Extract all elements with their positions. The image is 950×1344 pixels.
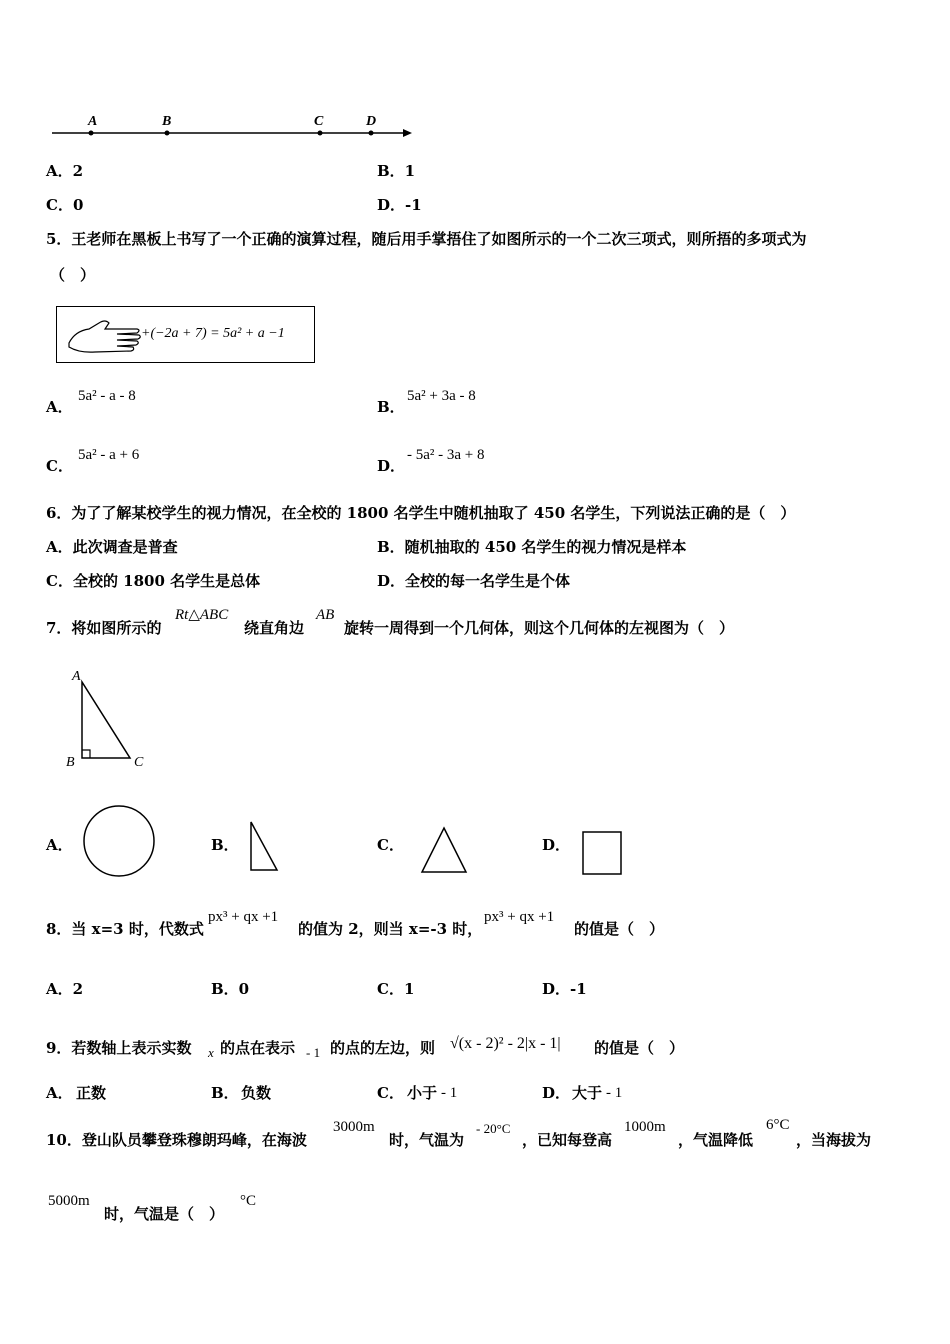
- q7-letter-a: A．: [46, 836, 73, 854]
- q5-letter-b: B．: [377, 398, 405, 416]
- q9-stem-a: 9．若数轴上表示实数: [46, 1039, 192, 1057]
- point-d-label: D: [366, 114, 377, 129]
- q9-option-c-value: - 1: [441, 1085, 458, 1101]
- q7-label-c: C: [134, 755, 144, 770]
- q9-stem-b: 的点在表示: [220, 1039, 296, 1057]
- q8-option-d: D．-1: [542, 980, 587, 998]
- q10-stem-c: ，已知每登高: [522, 1131, 613, 1149]
- q7-stem-a: 7．将如图所示的: [46, 619, 162, 637]
- q10-unit: °C: [240, 1193, 257, 1209]
- q7-ab: AB: [316, 607, 335, 623]
- q7-option-b-right-triangle: [249, 820, 281, 874]
- q6-option-d: D．全校的每一名学生是个体: [377, 572, 571, 590]
- q5-letter-a: A．: [46, 398, 73, 416]
- q7-stem-b: 绕直角边: [244, 619, 305, 637]
- hand-icon: [65, 313, 145, 357]
- q5-option-a: 5a² - a - 8: [78, 388, 136, 404]
- q10-stem-f: 时，气温是（ ）: [104, 1205, 225, 1223]
- q10-stem-b: 时，气温为: [389, 1131, 465, 1149]
- q9-letter-b: B．: [211, 1084, 239, 1102]
- q9-option-b: 负数: [241, 1084, 272, 1102]
- q4-option-a: A．2: [46, 162, 84, 180]
- q4-option-b: B．1: [377, 162, 416, 180]
- q9-letter-a: A．: [46, 1084, 73, 1102]
- q10-stem-a: 10．登山队员攀登珠穆朗玛峰，在海波: [46, 1131, 307, 1149]
- q5-option-d: - 5a² - 3a + 8: [407, 447, 485, 463]
- q7-rt-abc: Rt△ABC: [175, 607, 229, 623]
- q5-option-c: 5a² - a + 6: [78, 447, 140, 463]
- q10-temperature: - 20°C: [476, 1121, 511, 1136]
- point-c-label: C: [314, 114, 324, 129]
- q9-x: x: [208, 1045, 214, 1060]
- q9-option-d: 大于: [572, 1084, 603, 1102]
- q5-letter-c: C．: [46, 457, 73, 475]
- point-a-label: A: [88, 114, 98, 129]
- number-line-figure: [50, 112, 420, 142]
- q7-letter-d: D．: [542, 836, 571, 854]
- q6-option-b: B．随机抽取的 450 名学生的视力情况是样本: [377, 538, 687, 556]
- q8-stem-b: 的值为 2，则当 x=-3 时，: [298, 920, 483, 938]
- q7-option-a-circle: [82, 804, 156, 878]
- q7-label-a: A: [72, 669, 81, 684]
- q7-option-c-triangle: [420, 826, 470, 876]
- q6-option-c: C．全校的 1800 名学生是总体: [46, 572, 261, 590]
- q9-letter-c: C．: [377, 1084, 404, 1102]
- q8-expr-1: px³ + qx +1: [208, 909, 279, 925]
- q9-option-d-value: - 1: [606, 1085, 623, 1101]
- q10-stem-d: ，气温降低: [678, 1131, 754, 1149]
- q8-option-a: A．2: [46, 980, 84, 998]
- q10-altitude-2: 1000m: [624, 1119, 666, 1135]
- q9-stem-d: 的值是（ ）: [594, 1039, 685, 1057]
- q5-option-b: 5a² + 3a - 8: [407, 388, 476, 404]
- q10-altitude-1: 3000m: [333, 1119, 375, 1135]
- q8-expr-2: px³ + qx +1: [484, 909, 555, 925]
- q10-temp-drop: 6°C: [766, 1117, 790, 1133]
- q5-stem: 5．王老师在黑板上书写了一个正确的演算过程，随后用手掌捂住了如图所示的一个二次三项式，则所捂的多项式为: [46, 230, 807, 248]
- q6-option-a: A．此次调查是普查: [46, 538, 178, 556]
- q7-letter-c: C．: [377, 836, 404, 854]
- q7-option-d-square: [582, 830, 624, 876]
- q9-option-a: 正数: [76, 1084, 107, 1102]
- q10-altitude-3: 5000m: [48, 1193, 90, 1209]
- q9-stem-c: 的点的左边，则: [330, 1039, 436, 1057]
- q8-option-c: C．1: [377, 980, 415, 998]
- point-b-label: B: [162, 114, 172, 129]
- q9-option-c: 小于: [407, 1084, 438, 1102]
- q6-stem: 6．为了了解某校学生的视力情况，在全校的 1800 名学生中随机抽取了 450 名学生，下列说法正确的是（ ）: [46, 504, 796, 522]
- q4-option-c: C．0: [46, 196, 84, 214]
- q9-letter-d: D．: [542, 1084, 571, 1102]
- q5-figure: [56, 306, 315, 363]
- q5-letter-d: D．: [377, 457, 406, 475]
- q7-label-b: B: [66, 755, 75, 770]
- q7-stem-c: 旋转一周得到一个几何体，则这个几何体的左视图为（ ）: [344, 619, 735, 637]
- q7-letter-b: B．: [211, 836, 239, 854]
- q4-option-d: D．-1: [377, 196, 422, 214]
- q8-stem-c: 的值是（ ）: [574, 920, 665, 938]
- q5-figure-formula: +(−2a + 7) = 5a² + a −1: [141, 326, 285, 341]
- q9-expression: √(x - 2)² - 2|x - 1|: [450, 1035, 561, 1052]
- q10-stem-e: ，当海拔为: [796, 1131, 872, 1149]
- q9-neg-one: - 1: [306, 1045, 321, 1060]
- q5-blank: （ ）: [50, 266, 96, 284]
- q8-stem-a: 8．当 x=3 时，代数式: [46, 920, 204, 938]
- q8-option-b: B．0: [211, 980, 250, 998]
